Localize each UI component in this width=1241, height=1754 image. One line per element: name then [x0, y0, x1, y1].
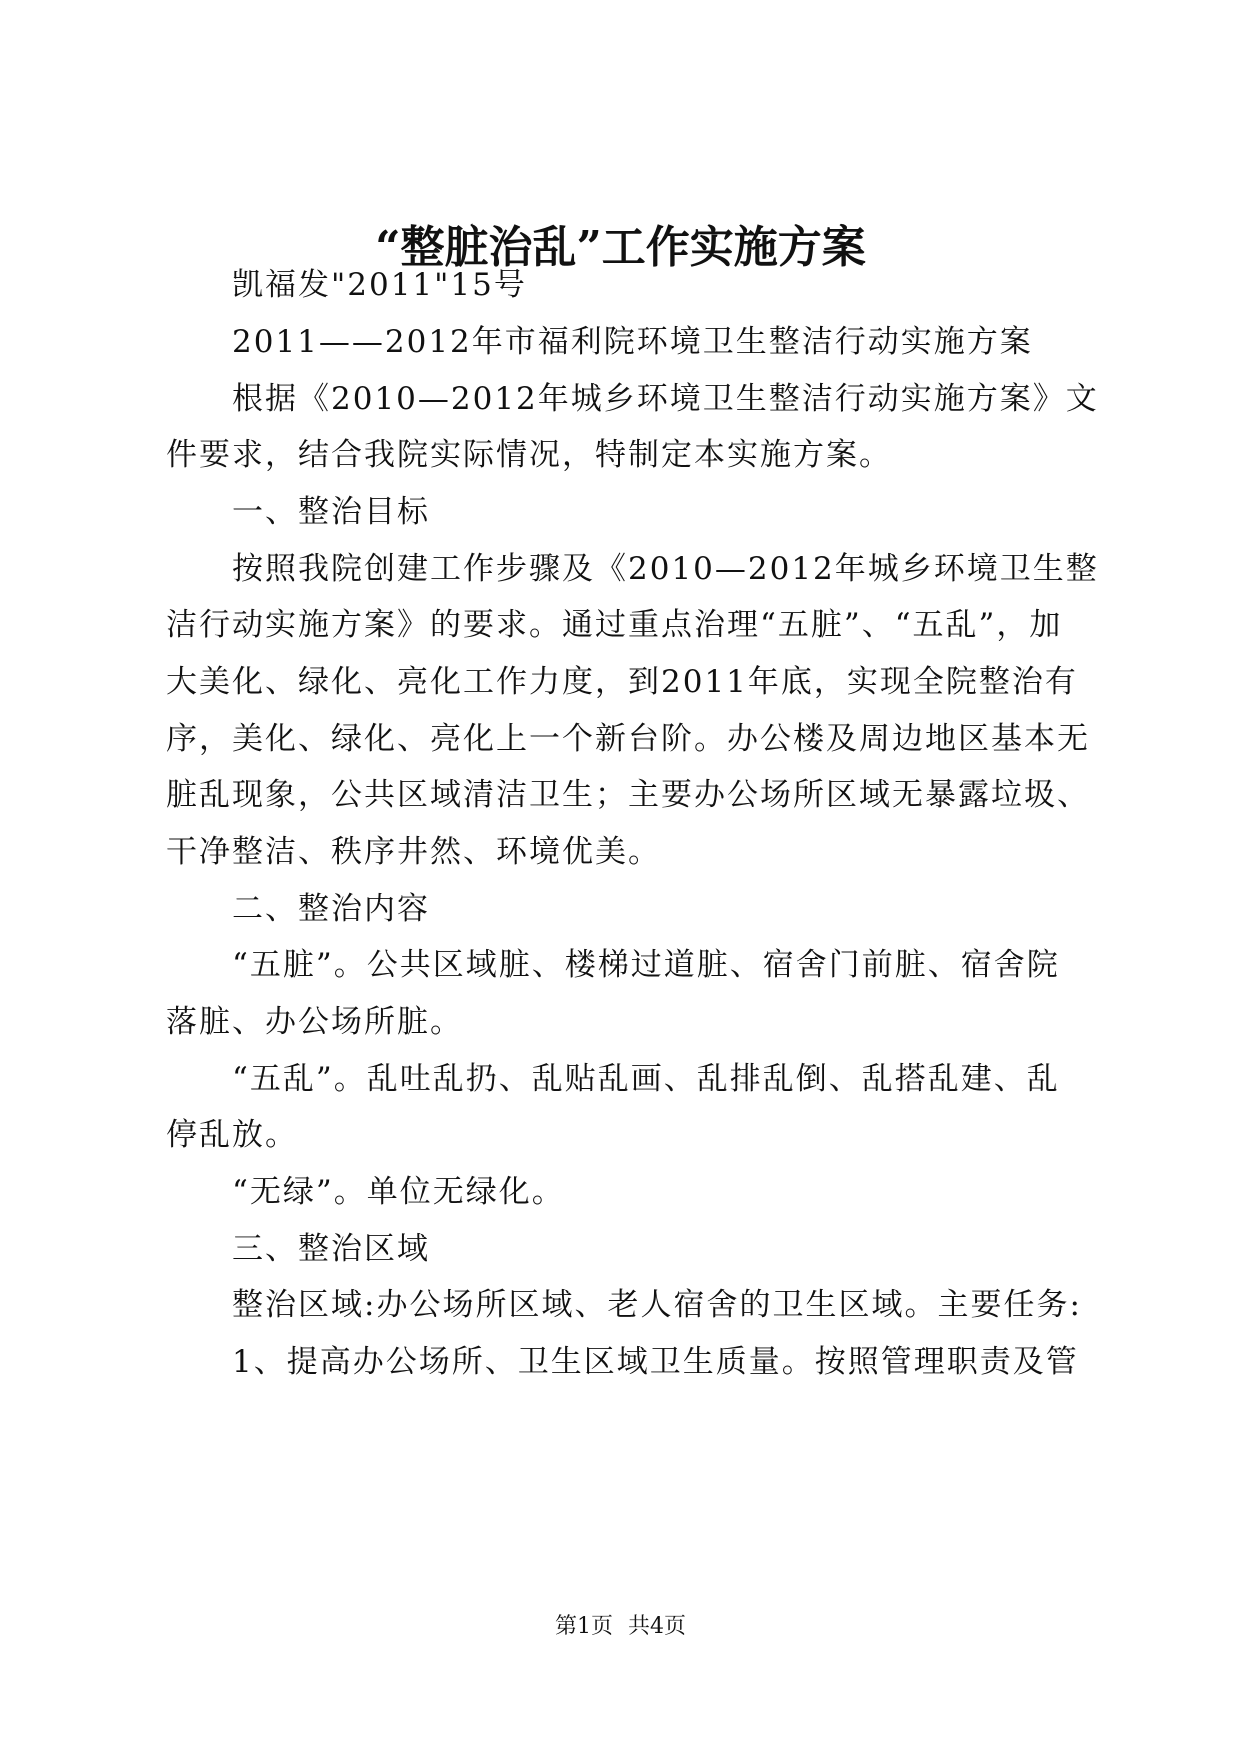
paragraph-line: 洁行动实施方案》的要求。通过重点治理“五脏”、“五乱”，加 [166, 607, 1063, 643]
plan-subtitle: 2011——2012年市福利院环境卫生整洁行动实施方案 [232, 324, 1033, 360]
paragraph-line: 落脏、办公场所脏。 [166, 1004, 463, 1040]
paragraph-line: 脏乱现象，公共区域清洁卫生；主要办公场所区域无暴露垃圾、 [166, 777, 1090, 813]
paragraph-line: 序，美化、绿化、亮化上一个新台阶。办公楼及周边地区基本无 [166, 721, 1090, 757]
paragraph-line: 件要求，结合我院实际情况，特制定本实施方案。 [166, 437, 892, 473]
paragraph-line: 根据《2010—2012年城乡环境卫生整洁行动实施方案》文 [232, 381, 1099, 417]
paragraph-line: 大美化、绿化、亮化工作力度，到2011年底，实现全院整治有 [166, 664, 1078, 700]
section-heading: 一、整治目标 [232, 494, 430, 530]
paragraph-line: “五乱”。乱吐乱扔、乱贴乱画、乱排乱倒、乱搭乱建、乱 [232, 1061, 1060, 1097]
paragraph-line: 整治区域:办公场所区域、老人宿舍的卫生区域。主要任务: [232, 1287, 1082, 1323]
paragraph-line: 干净整洁、秩序井然、环境优美。 [166, 834, 661, 870]
paragraph-line: “五脏”。公共区域脏、楼梯过道脏、宿舍门前脏、宿舍院 [232, 947, 1060, 983]
document-number: 凯福发"2011"15号 [232, 267, 527, 303]
document-title: “整脏治乱”工作实施方案 [375, 222, 866, 273]
section-heading: 三、整治区域 [232, 1231, 430, 1267]
paragraph-line: 按照我院创建工作步骤及《2010—2012年城乡环境卫生整 [232, 551, 1099, 587]
page-footer: 第1页 共4页 [555, 1614, 686, 1639]
paragraph-line: 1、提高办公场所、卫生区域卫生质量。按照管理职责及管 [232, 1344, 1079, 1380]
section-heading: 二、整治内容 [232, 891, 430, 927]
paragraph-line: 停乱放。 [166, 1117, 298, 1153]
paragraph-line: “无绿”。单位无绿化。 [232, 1174, 565, 1210]
